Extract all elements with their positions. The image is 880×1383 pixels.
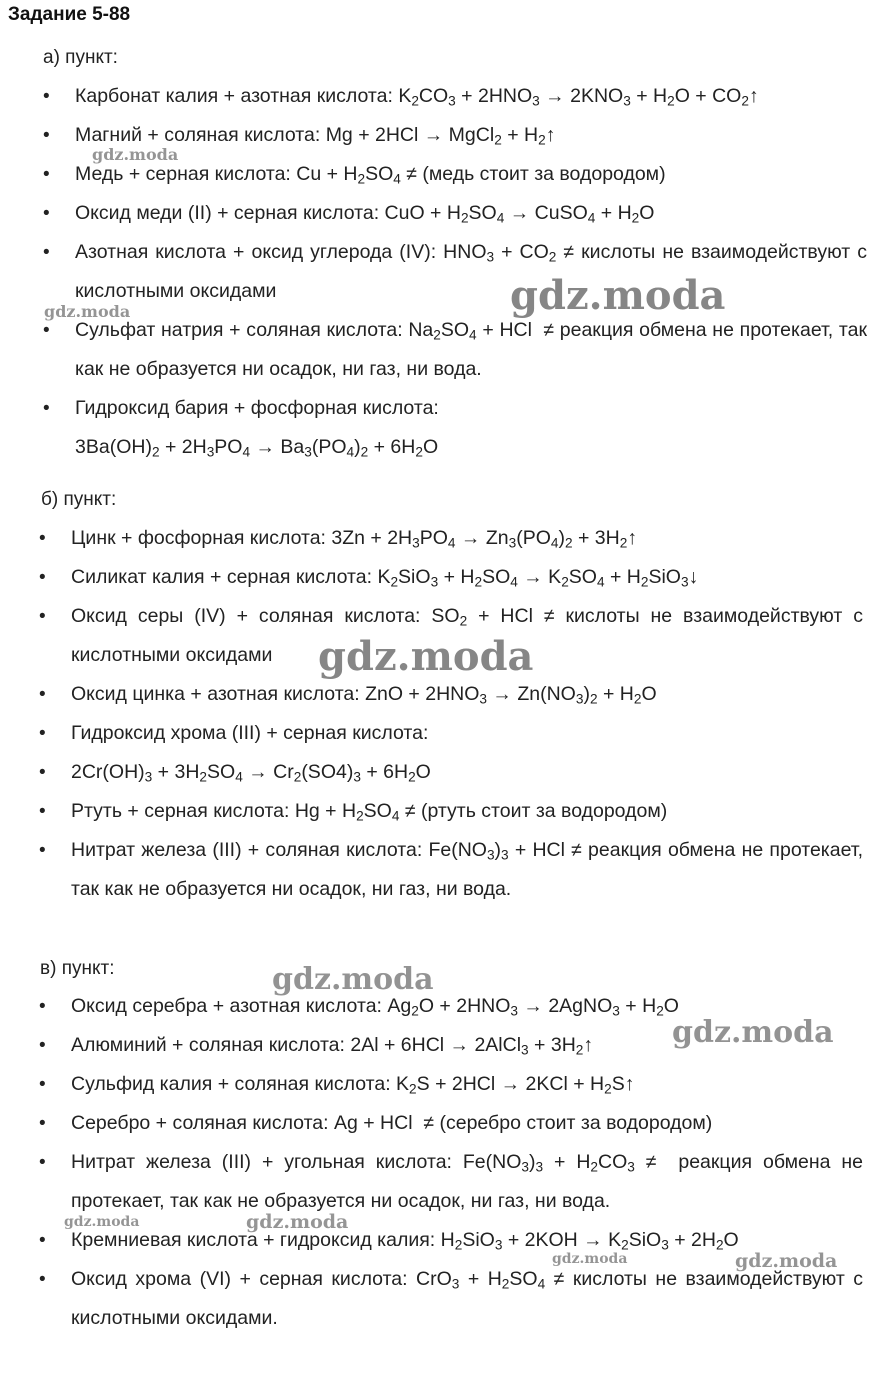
list-item [39, 1143, 863, 1221]
list-item [39, 753, 863, 792]
bullet-icon: • [39, 723, 46, 744]
list-item-text: Нитрат железа (III) + угольная кислота: $Fe(NO_3)_3 + H_2CO_3$ ≠ реакция обмена не протекает, так как не образуется ни осадок, ни газ, ни вода. [71, 1151, 863, 1212]
bullet-icon: • [39, 1230, 46, 1251]
bullet-icon: • [39, 606, 46, 627]
list-item-text: Оксид меди (II) + серная кислота: CuO + $H_2SO_4$ → CuSO$_4$ + $H_2O$ [75, 202, 655, 226]
bullet-icon: • [43, 203, 50, 224]
bullet-icon: • [39, 1113, 46, 1134]
list-item-text: Цинк + фосфорная кислота: $3Zn + 2H_3PO_4 \to Zn_3(PO_4)_2$ + $3H_2↑$ [71, 527, 638, 551]
list-item [39, 831, 863, 909]
bullet-icon: • [43, 86, 50, 107]
list-item [39, 519, 863, 558]
watermark-logo: gdz.moda [92, 145, 179, 164]
list-item [39, 1065, 863, 1104]
bullet-icon: • [39, 840, 46, 861]
watermark-logo: gdz.moda [510, 272, 726, 319]
list-item [43, 233, 867, 311]
list-item-text: Карбонат калия + азотная кислота: $K_2CO_3 + 2HNO_3 \to 2KNO_3 + H_2O$ + $CO_2↑$ [75, 85, 759, 109]
list-item [43, 116, 867, 155]
watermark-logo: gdz.moda [735, 1250, 838, 1272]
bullet-icon: • [43, 164, 50, 185]
list-item-text: Магний + соляная кислота: Mg + 2HCl → MgCl$_2$ + $H_2↑$ [75, 124, 556, 148]
section-b-label: б) пункт: [41, 489, 117, 510]
list-item [43, 155, 867, 194]
watermark-logo: gdz.moda [246, 1211, 349, 1233]
list-item [39, 714, 863, 753]
bullet-icon: • [39, 1035, 46, 1056]
watermark-logo: gdz.moda [672, 1015, 834, 1050]
list-item-text: Сульфид калия + соляная кислота: $K_2S + 2HCl \to 2KCl$ + $H_2S↑$ [71, 1073, 635, 1097]
list-item-text: Оксид серы (IV) + соляная кислота: $SO_2$ + HCl ≠ кислоты не взаимодействуют с кислотными оксидами [71, 605, 863, 666]
list-item-text: Кремниевая кислота + гидроксид калия: $H_2SiO_3 + 2KOH \to K_2SiO_3 + 2H_2O$ [71, 1229, 739, 1253]
list-item-text: Медь + серная кислота: $Cu + H_2SO_4$ ≠ (медь стоит за водородом) [75, 163, 666, 187]
bullet-icon: • [39, 1074, 46, 1095]
bullet-icon: • [43, 242, 50, 263]
bullet-icon: • [43, 125, 50, 146]
list-item-text: Азотная кислота + оксид углерода (IV): $HNO_3 + CO_2$ ≠ кислоты не взаимодействуют с кислотными оксидами [75, 241, 867, 302]
list-item-text: Гидроксид бария + фосфорная кислота: $3Ba(OH)_2 + 2H_3PO_4 \to Ba_3(PO_4)_2 + 6H_2O$ [75, 397, 439, 460]
list-item [43, 77, 867, 116]
list-item [39, 558, 863, 597]
watermark-logo: gdz.moda [44, 302, 131, 321]
section-b-list [39, 519, 863, 909]
bullet-icon: • [39, 1152, 46, 1173]
list-item [43, 194, 867, 233]
bullet-icon: • [39, 528, 46, 549]
list-item-text: Нитрат железа (III) + соляная кислота: $Fe(NO_3)_3$ + HCl ≠ реакция обмена не протекает, так как не образуется ни осадок, ни газ, ни вода. [71, 839, 863, 900]
list-item-text: Серебро + соляная кислота: Ag + HCl ≠ (серебро стоит за водородом) [71, 1112, 713, 1134]
page-title: Задание 5-88 [8, 4, 131, 25]
bullet-icon: • [39, 1269, 46, 1290]
bullet-icon: • [39, 801, 46, 822]
list-item-text: Силикат калия + серная кислота: $K_2SiO_3 + H_2SO_4 \to K_2SO_4$ + $H_2SiO_3↓$ [71, 566, 699, 590]
list-item-text: Ртуть + серная кислота: $Hg + H_2SO_4$ ≠ (ртуть стоит за водородом) [71, 800, 668, 824]
list-item [43, 389, 867, 467]
section-a-label: а) пункт: [43, 47, 118, 68]
bullet-icon: • [39, 684, 46, 705]
list-item-text: Оксид серебра + азотная кислота: $Ag_2O + 2HNO_3$ → 2AgNO$_3$ + $H_2O$ [71, 995, 679, 1019]
list-item-text: Оксид цинка + азотная кислота: ZnO + $2HNO_3 \to Zn(NO_3)_2 + H_2O$ [71, 683, 657, 707]
watermark-logo: gdz.moda [318, 633, 534, 680]
list-item [39, 675, 863, 714]
bullet-icon: • [39, 996, 46, 1017]
bullet-icon: • [39, 567, 46, 588]
list-item-text: Оксид хрома (VI) + серная кислота: $CrO_3 + H_2SO_4$ ≠ кислоты не взаимодействуют с кислотными оксидами. [71, 1268, 863, 1329]
list-item-text: $2Cr(OH)_3 + 3H_2SO_4 \to Cr_2(SO4)_3 + 6H_2O$ [71, 761, 431, 785]
list-item-text: Сульфат натрия + соляная кислота: $Na_2SO_4$ + HCl ≠ реакция обмена не протекает, так как не образуется ни осадок, ни газ, ни вода. [75, 319, 867, 380]
list-item-text: Алюминий + соляная кислота: 2Al + 6HCl → 2AlCl$_3$ + $3H_2↑$ [71, 1034, 594, 1058]
bullet-icon: • [43, 320, 50, 341]
section-c-label: в) пункт: [40, 958, 115, 979]
list-item-text: Гидроксид хрома (III) + серная кислота: [71, 722, 429, 744]
watermark-logo: gdz.moda [552, 1251, 628, 1267]
bullet-icon: • [43, 398, 50, 419]
bullet-icon: • [39, 762, 46, 783]
list-item [39, 792, 863, 831]
list-item [39, 1104, 863, 1143]
watermark-logo: gdz.moda [64, 1214, 140, 1230]
section-a-list [43, 77, 867, 467]
watermark-logo: gdz.moda [272, 962, 434, 997]
